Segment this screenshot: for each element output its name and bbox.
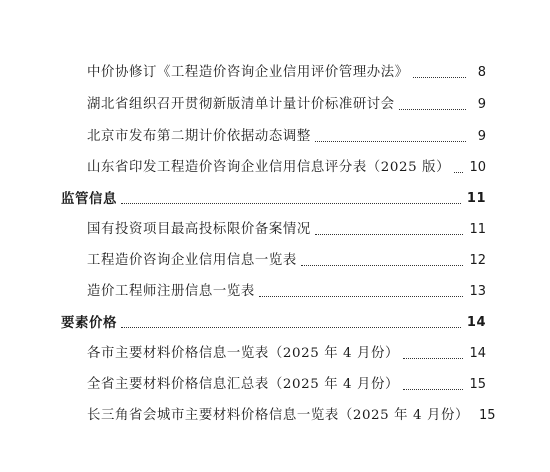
toc-dot-leader: [315, 141, 466, 142]
toc-dot-leader: [399, 109, 466, 110]
toc-page-number: 10: [469, 160, 486, 175]
toc-dot-leader: [315, 234, 464, 235]
toc-dot-leader: [301, 265, 464, 266]
toc-entry-title: 各市主要材料价格信息一览表（2025 年 4 月份）: [87, 346, 399, 361]
toc-dot-leader: [259, 296, 464, 297]
toc-dot-leader: [403, 358, 463, 359]
toc-section-supervision[interactable]: [61, 186, 486, 208]
toc-page-number: 9: [477, 97, 486, 112]
toc-page-number: 11: [466, 191, 486, 206]
toc-entry[interactable]: [87, 124, 486, 146]
toc-entry-title: 长三角省会城市主要材料价格信息一览表（2025 年 4 月份）: [87, 408, 469, 423]
toc-entry[interactable]: [87, 217, 486, 239]
toc-entry[interactable]: [87, 60, 486, 82]
toc-entry[interactable]: [87, 341, 486, 363]
toc-page-number: 14: [466, 315, 486, 330]
toc-entry[interactable]: [87, 155, 486, 177]
toc-page-number: 13: [469, 284, 486, 299]
toc-entry-title: 全省主要材料价格信息汇总表（2025 年 4 月份）: [87, 377, 399, 392]
toc-entry[interactable]: [87, 403, 496, 425]
toc-entry-title: 工程造价咨询企业信用信息一览表: [87, 253, 297, 268]
toc-entry-title: 北京市发布第二期计价依据动态调整: [87, 129, 311, 144]
toc-page-number: 15: [478, 408, 496, 423]
toc-page-number: 9: [477, 129, 486, 144]
toc-dot-leader: [121, 203, 461, 204]
toc-entry[interactable]: [87, 248, 486, 270]
toc-section-prices[interactable]: [61, 310, 486, 332]
toc-page-number: 11: [469, 222, 486, 237]
toc-entry[interactable]: [87, 279, 486, 301]
toc-section-title: 要素价格: [61, 315, 117, 331]
toc-entry-title: 湖北省组织召开贯彻新版清单计量计价标准研讨会: [87, 97, 395, 112]
toc-entry[interactable]: [87, 372, 486, 394]
toc-page-number: 14: [469, 346, 486, 361]
toc-section-title: 监管信息: [61, 191, 117, 207]
toc-entry-title: 国有投资项目最高投标限价备案情况: [87, 222, 311, 237]
toc-dot-leader: [403, 389, 463, 390]
toc-entry-title: 中价协修订《工程造价咨询企业信用评价管理办法》: [87, 65, 409, 80]
toc-entry-title: 山东省印发工程造价咨询企业信用信息评分表（2025 版）: [87, 160, 451, 175]
toc-entry[interactable]: [87, 92, 486, 114]
toc-page-number: 12: [469, 253, 486, 268]
toc-dot-leader: [413, 77, 466, 78]
toc-dot-leader: [121, 327, 461, 328]
toc-entry-title: 造价工程师注册信息一览表: [87, 284, 255, 299]
toc-page-number: 15: [469, 377, 486, 392]
toc-dot-leader: [454, 172, 463, 173]
toc-page-number: 8: [477, 65, 486, 80]
